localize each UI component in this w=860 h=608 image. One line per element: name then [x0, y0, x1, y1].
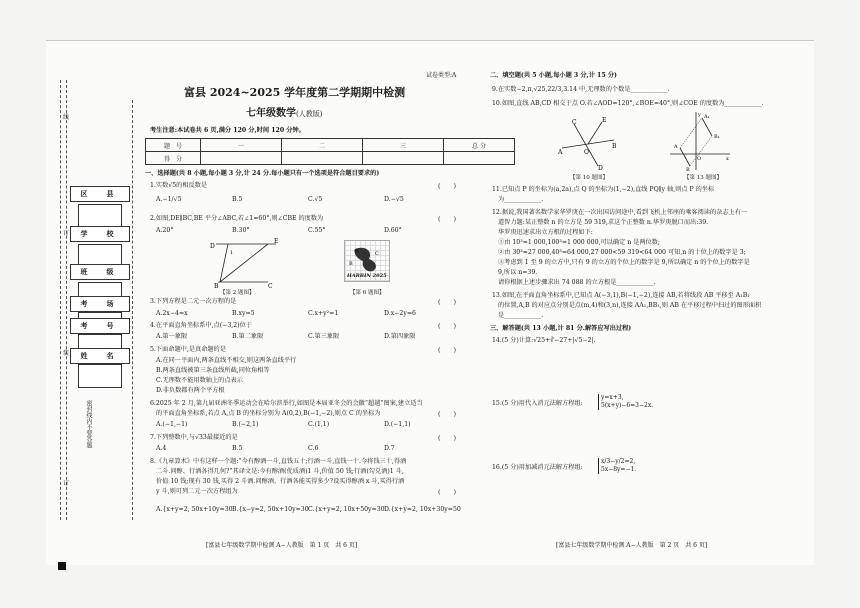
q1-opt-b: B.5: [232, 196, 243, 203]
svg-text:B: B: [686, 167, 690, 172]
seal-line-outer: [66, 80, 67, 520]
q4-answer-paren[interactable]: ( ): [438, 322, 457, 330]
corner-mark: [58, 562, 66, 570]
q12-line-5: ②由 30³=27 000,40³=64 000,27 000<59 319<64 000 可知,n 的十位上的数字是 3;: [498, 249, 746, 256]
fig13-caption: 【第 13 题图】: [684, 175, 722, 181]
footer-left: [富县七年级数学期中检测 A−人教版 第 1 页 共 6 页]: [206, 542, 358, 549]
q6-text-2: 的平面直角坐标系,若点 A,点 B 的坐标分别为 A(0,2),B(−1,−2),则点 C 的坐标为: [156, 410, 381, 417]
q8-text-2: 二斗.问醇、行酒各得几何?”其译文是:今有醇酒(优质酒)1 斗,价值 50 钱;行酒(勾兑酒)1 斗,: [156, 468, 404, 475]
score-header-3: 三: [363, 139, 444, 152]
seal-char-3: 装: [63, 350, 70, 357]
q15-text: 15.(5 分)用代入消元法解方程组:: [492, 400, 583, 407]
paper-type: 试卷类型:A: [426, 72, 457, 79]
q4-opt-c: C.第三象限: [308, 333, 340, 340]
fig10-caption: 【第 10 题图】: [570, 175, 608, 181]
q15-eq-1: y=x+3,: [601, 394, 624, 401]
field-box-name[interactable]: [78, 364, 122, 388]
field-label-number: 考 号: [70, 318, 130, 334]
field-label-school: 学 校: [70, 226, 130, 242]
q1-opt-a: A.−1/√5: [156, 196, 182, 203]
seal-char-1: 线: [63, 114, 70, 121]
fig2-label-b: B: [214, 283, 219, 288]
subject: 七年级数学: [246, 108, 296, 119]
fig2-label-1: 1: [230, 250, 234, 256]
q8-text-4: y 斗,则可列二元一次方程组为: [156, 488, 238, 495]
q13-line-3: 是____________.: [498, 312, 544, 319]
q8-opt-b: B.{x−y=2, 50x+10y=30: [232, 506, 309, 513]
q10-text: 10.如图,直线 AB,CD 相交于点 O.若∠AOD=120°,∠BOE=40°,则∠COE 的度数为____________.: [492, 100, 764, 107]
q16-eq-1: x/3−y/2=2,: [601, 458, 636, 465]
svg-text:C: C: [572, 119, 577, 126]
q6-text: 6.2025 年 2 月,第九届亚洲冬季运动会在哈尔滨举行,如图是本届亚冬会的会徽“超越”图案,建立适当: [150, 400, 423, 407]
q4-opt-b: B.第二象限: [232, 333, 264, 340]
section1-heading: 一、选择题(共 8 小题,每小题 3 分,计 24 分.每小题只有一个选项是符合题目要求的): [145, 170, 380, 177]
q11-text-2: 为____________.: [498, 196, 544, 203]
q8-opt-c: C.{x+y=2, 10x+50y=30: [308, 506, 385, 513]
q12-line-2: 道智力题:某正整数 n 的立方是 59 319,求这个正整数 n.华罗庚脱口而出:39.: [498, 219, 709, 226]
q8-opt-a: A.{x+y=2, 50x+10y=30: [156, 506, 233, 513]
q6-opt-d: D.(−1,1): [384, 421, 411, 428]
q3-opt-a: A.2x−4=x: [156, 310, 188, 317]
q3-answer-paren[interactable]: ( ): [438, 298, 457, 306]
fig6-caption: 【第 6 题图】: [350, 290, 385, 296]
q12-line-8: 请你根据上述步骤求出 74 088 的立方根是____________.: [498, 279, 656, 286]
q1-opt-c: C.√5: [308, 196, 323, 203]
q4-opt-d: D.第四象限: [384, 333, 416, 340]
q15-eq-2: 5(x+y)−6=3−2x.: [601, 402, 654, 409]
section3-heading: 三、解答题(共 13 小题,计 81 分.解答应写出过程): [490, 325, 632, 332]
q16-text: 16.(5 分)用加减消元法解方程组:: [492, 464, 583, 471]
q1-text: 1.实数√5的相反数是: [150, 182, 208, 189]
q1-opt-d: D.−√5: [384, 196, 404, 203]
q7-opt-c: C.6: [308, 445, 319, 452]
exam-title: 富县 2024~2025 学年度第二学期期中检测: [184, 86, 406, 99]
fig2-caption: 【第 2 题图】: [220, 290, 255, 296]
q5-opt-d: D.非负数都有两个平方根: [156, 387, 225, 394]
q16-system: [598, 458, 636, 474]
svg-text:B: B: [612, 143, 617, 150]
fig6-text: HARBIN 2025: [347, 273, 387, 279]
score-header-1: 一: [201, 139, 282, 152]
q2-opt-d: D.60°: [384, 227, 402, 234]
field-label-name: 姓 名: [70, 348, 130, 364]
score-table: [145, 138, 515, 165]
figure-q13: [666, 110, 732, 172]
q15-system: [598, 394, 653, 410]
seal-line-outer-2: [60, 80, 61, 520]
q2-opt-a: A.20°: [156, 227, 174, 234]
q12-line-6: ③考虑到 1 至 9 的立方中,只有 9 的立方的个位上的数字是 9,所以确定 n 的个位上的数字是: [498, 259, 750, 266]
q2-answer-paren[interactable]: ( ): [438, 215, 457, 223]
q11-text: 11.已知点 P 的坐标为(a,2a),点 Q 的坐标为(1,−2),直线 PQ∥y 轴,则点 P 的坐标: [492, 186, 715, 193]
svg-text:O: O: [697, 156, 702, 162]
q3-opt-c: C.x+y²=1: [308, 310, 339, 317]
svg-text:O: O: [584, 149, 589, 156]
seal-line-inner: [132, 100, 133, 520]
section2-heading: 二、填空题(共 5 小题,每小题 3 分,计 15 分): [490, 72, 617, 79]
q1-answer-paren[interactable]: ( ): [438, 182, 457, 190]
q2-opt-c: C.55°: [308, 227, 326, 234]
q2-text: 2.如图,DE∥BC,BE 平分∠ABC,若∠1=60°,则∠CBE 的度数为: [150, 215, 324, 222]
svg-text:A₁: A₁: [704, 114, 710, 120]
q14-text: 14.(5 分)计算:√25+∛−27+|√5−2|.: [492, 337, 596, 344]
q7-text: 7.下列整数中,与√33最接近的是: [150, 434, 238, 441]
q16-eq-2: 5x−8y=−1.: [601, 466, 637, 473]
svg-text:B: B: [349, 261, 353, 267]
svg-text:D: D: [598, 165, 603, 172]
q5-opt-a: A.在同一平面内,两条直线不相交,则这两条直线平行: [156, 357, 297, 364]
field-label-district: 区 县: [70, 186, 130, 202]
q6-opt-a: A.(−1,−1): [156, 421, 188, 428]
footer-right: [富县七年级数学期中检测 A−人教版 第 2 页 共 6 页]: [556, 542, 708, 549]
field-box-district[interactable]: [78, 204, 122, 228]
score-cell-1[interactable]: [201, 152, 282, 165]
q8-text-3: 价值 10 钱;现有 30 钱,买得 2 斗酒.问醇酒、行酒各能买得多少?设买得醇酒 x 斗,买得行酒: [156, 478, 405, 485]
svg-text:A: A: [558, 149, 563, 156]
q8-answer-paren[interactable]: ( ): [438, 488, 457, 496]
score-header-label: 题 号: [146, 139, 201, 152]
q3-text: 3.下列方程是二元一次方程的是: [150, 298, 237, 305]
edition: (人教版): [296, 110, 323, 118]
exam-subtitle: [246, 104, 322, 119]
fig2-label-d: D: [210, 243, 215, 250]
score-header-2: 二: [282, 139, 363, 152]
figure-q6-grid: [344, 240, 390, 282]
score-cell-total[interactable]: [444, 152, 515, 165]
seal-warning: 密封线内不要答题: [85, 400, 92, 448]
fig2-label-c: C: [268, 283, 273, 288]
q3-opt-d: D.x−2y=6: [384, 310, 416, 317]
q2-opt-b: B.30°: [232, 227, 250, 234]
q5-opt-b: B.两条直线被第三条直线所截,同位角相等: [156, 367, 270, 374]
q4-opt-a: A.第一象限: [156, 333, 188, 340]
score-cell-3[interactable]: [363, 152, 444, 165]
q6-opt-b: B.(−2,1): [232, 421, 259, 428]
q12-line-4: ①由 10³=1 000,100³=1 000 000,可以确定 n 是两位数;: [498, 239, 660, 246]
svg-text:x: x: [726, 156, 729, 162]
q6-answer-paren[interactable]: ( ): [438, 410, 457, 418]
svg-text:y: y: [698, 112, 701, 118]
score-cell-2[interactable]: [282, 152, 363, 165]
seal-char-4: 订: [63, 480, 70, 487]
exam-notice: 考生注意:本试卷共 6 页,满分 120 分,时间 120 分钟。: [150, 127, 305, 134]
q12-line-1: 12.据说,我国著名数学家华罗庚在一次出国访问途中,看到飞机上邻座的乘客阅读的杂志上有一: [492, 209, 748, 216]
q6-opt-c: C.(1,1): [308, 421, 330, 428]
q12-line-3: 华罗庚迅速求出立方根的过程如下:: [498, 229, 593, 236]
q13-line-1: 13.如图,在平面直角坐标系中,已知点 A(−3,1),B(−1,−2),连接 AB,若将线段 AB 平移至 A₁B₁: [492, 292, 750, 299]
score-header-total: 总 分: [444, 139, 515, 152]
q7-opt-a: A.4: [156, 445, 167, 452]
seal-char-2: 订: [63, 230, 70, 237]
q7-answer-paren[interactable]: ( ): [438, 434, 457, 442]
q7-opt-b: B.5: [232, 445, 243, 452]
figure-q10: [558, 114, 618, 172]
q8-opt-d: D.{x+y=2, 10x+30y=50: [384, 506, 461, 513]
q7-opt-d: D.7: [384, 445, 395, 452]
q5-text: 5.下面命题中,是真命题的是: [150, 346, 226, 353]
q5-answer-paren[interactable]: ( ): [438, 346, 457, 354]
svg-text:E: E: [602, 117, 607, 124]
q12-line-7: 9,所以 n=39.: [498, 269, 538, 276]
score-row-label: 得 分: [146, 152, 201, 165]
q9-text: 9.在实数−2,π,√25,22/3,3.14 中,无理数的个数是____________.: [492, 86, 670, 93]
svg-text:A: A: [674, 144, 678, 150]
svg-text:A: A: [355, 248, 359, 254]
q5-opt-c: C.无理数不能用数轴上的点表示: [156, 377, 243, 384]
field-label-room: 考 场: [70, 296, 130, 312]
q4-text: 4.在平面直角坐标系中,点(−3,2)位于: [150, 322, 252, 329]
fig2-label-e: E: [274, 238, 279, 245]
q13-line-2: 的位置,A,B 的对应点分别是点(m,4)和(3,n),连接 AA₁,BB₁,则 AB 在平移过程中扫过的图形面积: [498, 302, 762, 309]
figure-q2: [206, 238, 282, 288]
q3-opt-b: B.xy=5: [232, 310, 255, 317]
svg-text:B₁: B₁: [714, 134, 720, 140]
svg-text:C: C: [375, 251, 379, 257]
field-label-class: 班 级: [70, 264, 130, 280]
q8-text: 8.《九章算术》中有这样一个题:“今有醇酒一斗,直钱五十;行酒一斗,直钱一十.今将钱三十,得酒: [150, 458, 407, 465]
